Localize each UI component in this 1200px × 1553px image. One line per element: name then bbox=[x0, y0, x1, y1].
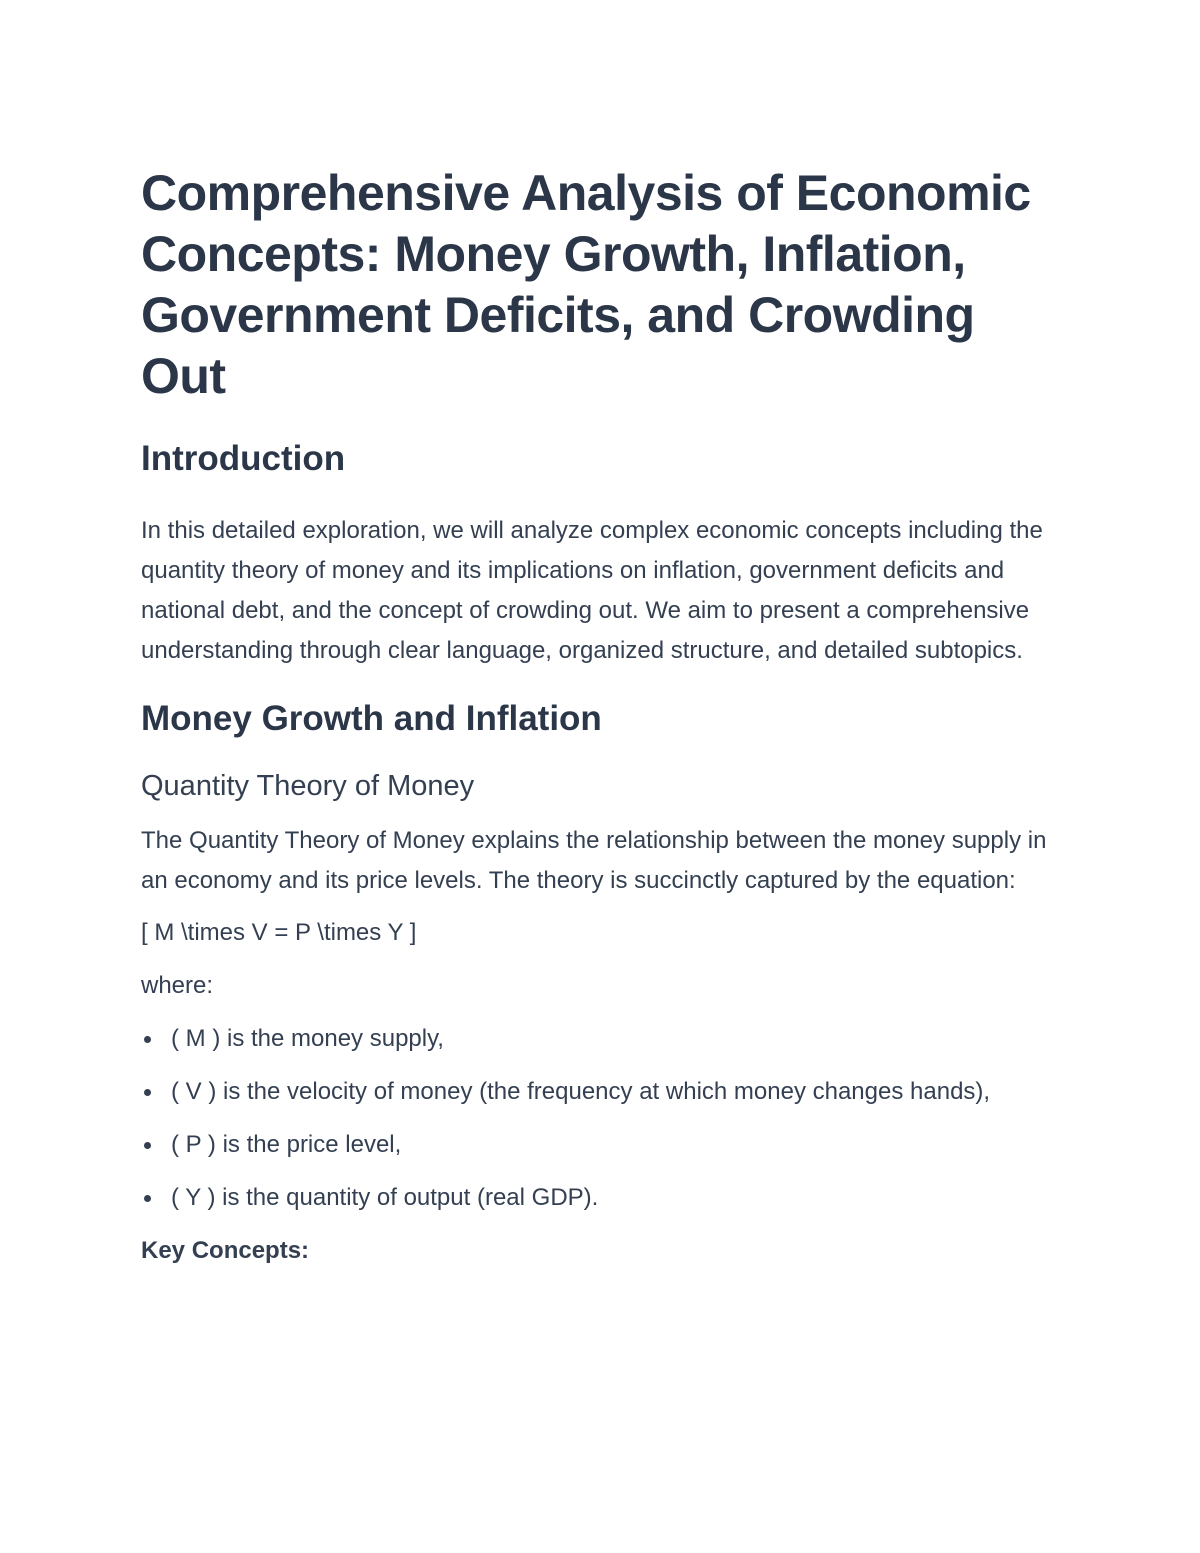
definition-text: ( Y ) is the quantity of output (real GDP). bbox=[171, 1184, 599, 1211]
bullet-icon bbox=[144, 1142, 151, 1149]
key-concepts-label: Key Concepts: bbox=[141, 1237, 310, 1264]
definition-text: ( P ) is the price level, bbox=[171, 1131, 402, 1158]
list-item bbox=[141, 1178, 1071, 1218]
document-page bbox=[141, 163, 1071, 1271]
bullet-icon bbox=[144, 1089, 151, 1096]
bullet-icon bbox=[144, 1195, 151, 1202]
introduction-paragraph: In this detailed exploration, we will analyze complex economic concepts including the quantity theory of money and its implications on inflation, government deficits and national debt, and the concept of crowding out. We aim to present a comprehensive understanding through clear language, organized structure, and detailed subtopics. bbox=[141, 517, 1043, 664]
where-label: where: bbox=[141, 972, 214, 999]
equation: [ M \times V = P \times Y ] bbox=[141, 919, 417, 946]
list-item bbox=[141, 1019, 1071, 1059]
quantity-theory-heading: Quantity Theory of Money bbox=[141, 770, 475, 802]
quantity-theory-paragraph: The Quantity Theory of Money explains the relationship between the money supply in an economy and its price levels. The theory is succinctly captured by the equation: bbox=[141, 827, 1047, 894]
definition-text: ( V ) is the velocity of money (the frequency at which money changes hands), bbox=[171, 1078, 991, 1105]
document-title: Comprehensive Analysis of Economic Concepts: Money Growth, Inflation, Government Deficits, and Crowding Out bbox=[141, 165, 1031, 404]
definitions-list bbox=[141, 1019, 1071, 1218]
money-growth-heading: Money Growth and Inflation bbox=[141, 699, 602, 738]
list-item bbox=[141, 1072, 1071, 1112]
definition-text: ( M ) is the money supply, bbox=[171, 1025, 444, 1052]
list-item bbox=[141, 1125, 1071, 1165]
introduction-heading: Introduction bbox=[141, 439, 346, 478]
bullet-icon bbox=[144, 1036, 151, 1043]
